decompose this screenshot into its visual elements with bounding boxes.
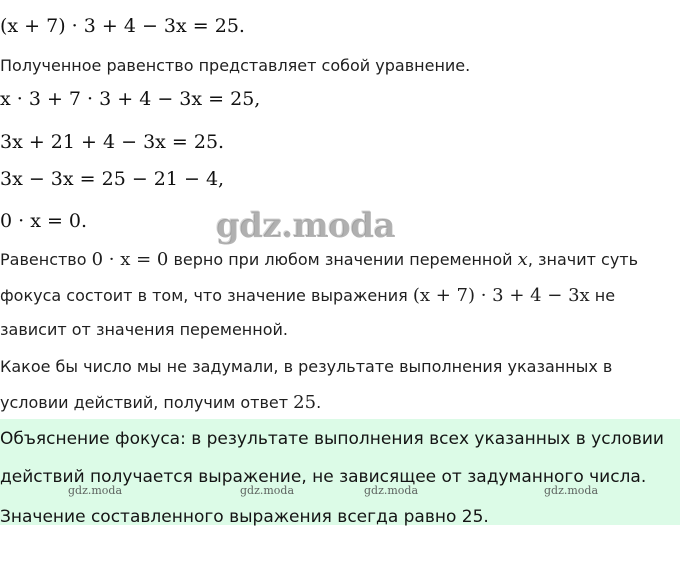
explanation-line-1: Объяснение фокуса: в результате выполнения всех указанных в условии bbox=[0, 429, 664, 449]
explanation-line-3: Значение составленного выражения всегда равно 25. bbox=[0, 507, 489, 527]
text-segment: не bbox=[589, 286, 616, 305]
explanation-highlight bbox=[0, 419, 680, 525]
paragraph-line-1 bbox=[0, 249, 638, 270]
text-segment: верно при любом значении переменной bbox=[168, 250, 518, 269]
statement-text: Полученное равенство представляет собой уравнение. bbox=[0, 56, 471, 75]
paragraph-line-4: Какое бы число мы не задумали, в результате выполнения указанных в bbox=[0, 357, 613, 376]
paragraph-line-3: зависит от значения переменной. bbox=[0, 320, 288, 339]
watermark-logo: gdz.moda bbox=[216, 206, 396, 246]
inline-math: 25 bbox=[293, 392, 317, 413]
paragraph-line-5 bbox=[0, 392, 321, 413]
watermark-small: gdz.moda bbox=[68, 484, 123, 497]
inline-math bbox=[518, 249, 528, 270]
paragraph-line-2 bbox=[0, 285, 615, 306]
equation-line-2: x · 3 + 7 · 3 + 4 − 3x = 25, bbox=[0, 88, 261, 110]
equation-line-4: 3x − 3x = 25 − 21 − 4, bbox=[0, 168, 225, 190]
text-segment: Равенство bbox=[0, 250, 92, 269]
variable-x: x bbox=[517, 249, 528, 270]
watermark-small: gdz.moda bbox=[544, 484, 599, 497]
text-segment: . bbox=[316, 393, 322, 412]
watermark-small: gdz.moda bbox=[364, 484, 419, 497]
explanation-line-2: действий получается выражение, не зависящее от задуманного числа. bbox=[0, 467, 647, 487]
inline-math: 0 · x = 0 bbox=[91, 249, 169, 270]
inline-math: (x + 7) · 3 + 4 − 3x bbox=[412, 285, 590, 306]
text-segment: , значит суть bbox=[527, 250, 639, 269]
text-segment: условии действий, получим ответ bbox=[0, 393, 294, 412]
text-segment: фокуса состоит в том, что значение выражения bbox=[0, 286, 413, 305]
equation-line-5: 0 · x = 0. bbox=[0, 210, 88, 232]
equation-line-1: (x + 7) · 3 + 4 − 3x = 25. bbox=[0, 15, 245, 37]
equation-line-3: 3x + 21 + 4 − 3x = 25. bbox=[0, 131, 225, 153]
watermark-small: gdz.moda bbox=[240, 484, 295, 497]
